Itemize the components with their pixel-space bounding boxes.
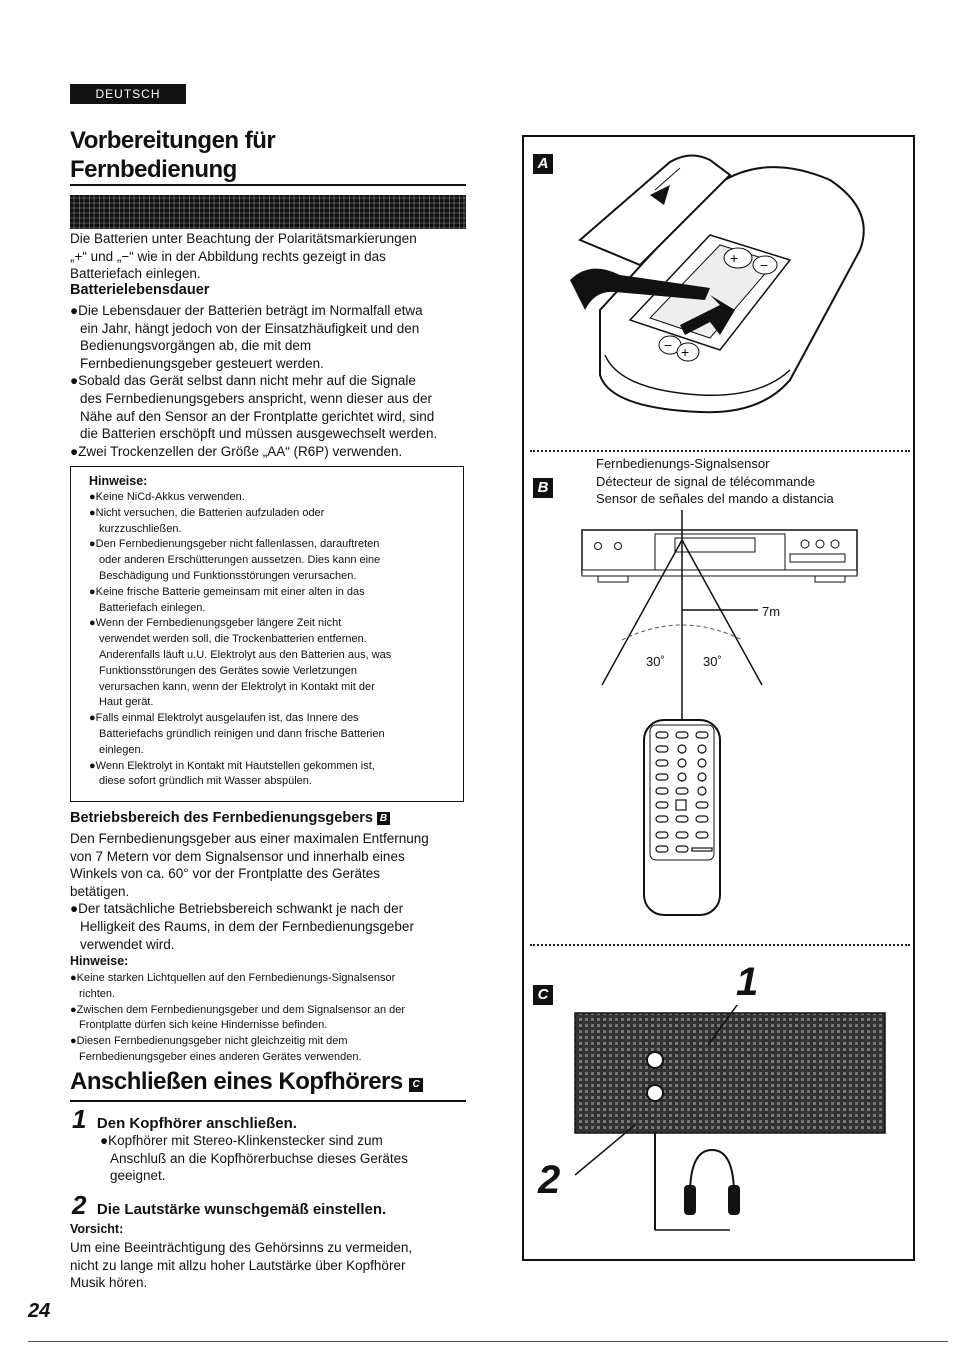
hint-item — [89, 616, 453, 711]
range-body-line: betätigen. — [70, 883, 130, 899]
range-hint-item — [70, 1034, 470, 1066]
battery-life-bullet-line: die Batterien erschöpft und müssen ausgewechselt werden. — [80, 426, 438, 442]
sensor-caption — [596, 455, 896, 508]
step-1 — [72, 1104, 472, 1135]
svg-text:+: + — [681, 344, 690, 360]
sensor-caption-line: Détecteur de signal de télécommande — [596, 473, 815, 489]
hint-item-line: einlegen. — [99, 743, 144, 756]
figure-ref-c-icon: C — [409, 1078, 423, 1092]
hint-item — [89, 585, 453, 617]
range-hint-item-line: ●Keine starken Lichtquellen auf den Fernbedienungs-Signalsensor — [70, 972, 396, 984]
decorative-pattern-bar — [70, 195, 466, 229]
headphone-connection-illustration — [560, 1005, 895, 1240]
step-1-title: Den Kopfhörer anschließen. — [96, 1115, 297, 1132]
svg-text:+: + — [730, 250, 739, 266]
hint-item-line: ●Keine frische Batterie gemeinsam mit einer alten in das — [89, 585, 365, 598]
hint-item-line: ●Den Fernbedienungsgeber nicht fallenlassen, darauftreten — [89, 538, 380, 551]
figure-ref-b-icon: B — [377, 812, 390, 825]
battery-life-bullet-line: ●Sobald das Gerät selbst dann nicht mehr auf die Signale — [70, 373, 416, 389]
caution-line: nicht zu lange mit allzu hoher Lautstärke über Kopfhörer — [70, 1257, 406, 1273]
angle-right-label: 30˚ — [703, 654, 722, 669]
hint-item-line: ●Nicht versuchen, die Batterien aufzuladen oder — [89, 506, 325, 519]
figure-step-marker-2: 2 — [538, 1158, 561, 1202]
headphones-title-underline — [70, 1100, 466, 1102]
operating-range-diagram — [580, 510, 890, 920]
hint-item-line: oder anderen Erschütterungen aussetzen. Dies kann eine — [99, 554, 381, 567]
caution-line: Um eine Beeinträchtigung des Gehörsinns zu vermeiden, — [70, 1240, 413, 1255]
hint-item-line: Funktionsstörungen des Gerätes sowie Verletzungen — [99, 664, 358, 677]
hint-item — [89, 759, 453, 791]
hint-item-line: ●Keine NiCd-Akkus verwenden. — [89, 491, 245, 503]
step-1-line: geeignet. — [110, 1168, 166, 1184]
battery-life-bullet-line: Nähe auf den Sensor an der Frontplatte gerichtet wird, sind — [80, 408, 435, 424]
range-hints-list — [70, 971, 470, 1066]
range-hint-item-line: richten. — [79, 987, 116, 1000]
intro-line: Die Batterien unter Beachtung der Polaritätsmarkierungen — [70, 231, 417, 246]
hints-heading: Hinweise: — [89, 474, 148, 488]
range-bullet-line: Helligkeit des Raums, in dem der Fernbedienungsgeber — [80, 918, 414, 934]
hint-item-line: verursachen kann, wenn der Elektrolyt in Kontakt mit der — [99, 680, 375, 693]
battery-life-bullet-line: ●Die Lebensdauer der Batterien beträgt im Normalfall etwa — [70, 303, 423, 318]
hint-item-line: Anderenfalls läuft u.U. Elektrolyt aus den Batterien aus, was — [99, 648, 392, 661]
range-hint-item-line: ●Diesen Fernbedienungsgeber nicht gleichzeitig mit dem — [70, 1035, 348, 1048]
range-hints-heading: Hinweise: — [70, 954, 129, 968]
hint-item-line: Beschädigung und Funktionsstörungen verursachen. — [99, 569, 357, 582]
section-title-remote-prep — [70, 126, 470, 184]
hints-box — [70, 466, 464, 802]
svg-text:−: − — [760, 257, 769, 273]
step-1-line: Anschluß an die Kopfhörerbuchse dieses Gerätes — [110, 1150, 408, 1166]
bottom-rule — [28, 1341, 948, 1342]
angle-left-label: 30˚ — [646, 654, 665, 669]
range-heading — [70, 810, 470, 826]
battery-life-heading: Batterielebensdauer — [70, 282, 210, 298]
sensor-caption-line: Sensor de señales del mando a distancia — [596, 491, 834, 506]
title-underline — [70, 184, 466, 186]
hint-item-line: ●Wenn der Fernbedienungsgeber längere Zeit nicht — [89, 617, 342, 630]
section-title-headphones — [70, 1068, 470, 1096]
figure-step-marker-1: 1 — [736, 960, 759, 1004]
figure-label-b: B — [533, 478, 553, 498]
range-hint-item — [70, 1003, 470, 1035]
range-hint-item-line: ●Zwischen dem Fernbedienungsgeber und dem Signalsensor an der — [70, 1003, 406, 1016]
title-line-1: Vorbereitungen für — [70, 127, 276, 154]
caution-line: Musik hören. — [70, 1275, 148, 1291]
battery-life-bullet-line: Fernbedienungsgeber gesteuert werden. — [80, 355, 324, 371]
step-1-number: 1 — [72, 1104, 87, 1134]
range-hint-item-line: Fernbedienungsgeber eines anderen Gerätes verwenden. — [79, 1050, 362, 1063]
battery-life-bullet — [70, 302, 470, 372]
step-2 — [72, 1190, 492, 1221]
step-1-line: ●Kopfhörer mit Stereo-Klinkenstecker sind zum — [100, 1133, 383, 1148]
range-bullet-line: ●Der tatsächliche Betriebsbereich schwankt je nach der — [70, 901, 404, 917]
step-2-title: Die Lautstärke wunschgemäß einstellen. — [96, 1201, 387, 1218]
intro-paragraph — [70, 230, 470, 283]
range-heading-text: Betriebsbereich des Fernbedienungsgebers — [70, 810, 373, 826]
range-body — [70, 830, 470, 953]
step-1-text — [100, 1132, 470, 1185]
hint-item — [89, 506, 453, 538]
range-hint-item — [70, 971, 470, 1003]
battery-life-list — [70, 302, 470, 460]
hint-item-line: kurzzuschließen. — [99, 522, 182, 535]
range-hint-item-line: Frontplatte dürfen sich keine Hindernisse befinden. — [79, 1019, 328, 1032]
hint-item-line: Batteriefach einlegen. — [99, 601, 206, 614]
step-2-number: 2 — [72, 1190, 87, 1220]
hints-list — [89, 490, 453, 790]
page-number: 24 — [28, 1300, 51, 1322]
sensor-caption-line: Fernbedienungs-Signalsensor — [596, 456, 770, 471]
hint-item-line: ●Wenn Elektrolyt in Kontakt mit Hautstellen gekommen ist, — [89, 759, 375, 772]
intro-line: „+“ und „−“ wie in der Abbildung rechts gezeigt in das — [70, 248, 386, 264]
svg-text:−: − — [664, 337, 673, 353]
caution-heading: Vorsicht: — [70, 1222, 124, 1236]
hint-item-line: verwendet werden soll, die Trockenbatterien entfernen. — [99, 633, 367, 646]
distance-label: 7m — [762, 604, 781, 619]
intro-line: Batteriefach einlegen. — [70, 266, 201, 282]
range-bullet-line: verwendet wird. — [80, 936, 175, 952]
hint-item — [89, 711, 453, 758]
battery-insertion-illustration — [560, 150, 890, 425]
figure-divider-2 — [530, 944, 910, 946]
hint-item — [89, 490, 453, 506]
hint-item-line: Batteriefachs gründlich reinigen und dann frische Batterien — [99, 727, 385, 740]
range-body-line: Winkels von ca. 60° vor der Frontplatte des Gerätes — [70, 866, 381, 882]
headphones-title-text: Anschließen eines Kopfhörers — [70, 1068, 403, 1095]
title-line-2: Fernbedienung — [70, 156, 237, 183]
battery-life-bullet-line: ein Jahr, hängt jedoch von der Einsatzhäufigkeit und den — [80, 320, 420, 336]
battery-life-bullet-line: ●Zwei Trockenzellen der Größe „AA“ (R6P) verwenden. — [70, 443, 403, 459]
range-body-line: Den Fernbedienungsgeber aus einer maximalen Entfernung — [70, 831, 429, 846]
figure-label-c: C — [533, 985, 553, 1005]
battery-life-bullet — [70, 372, 470, 442]
battery-life-bullet — [70, 443, 470, 461]
battery-life-bullet-line: des Fernbedienungsgebers anspricht, wenn dieser aus der — [80, 390, 432, 406]
hint-item — [89, 537, 453, 584]
caution-text — [70, 1239, 470, 1292]
figure-divider-1 — [530, 450, 910, 452]
hint-item-line: Haut gerät. — [99, 696, 154, 709]
hint-item-line: ●Falls einmal Elektrolyt ausgelaufen ist, das Innere des — [89, 712, 359, 725]
figure-label-a: A — [533, 154, 553, 174]
range-body-line: von 7 Metern vor dem Signalsensor und innerhalb eines — [70, 848, 405, 864]
battery-life-bullet-line: Bedienungsvorgängen ab, die mit dem — [80, 338, 312, 354]
hint-item-line: diese sofort gründlich mit Wasser abspülen. — [99, 775, 312, 788]
language-tag: DEUTSCH — [70, 84, 186, 104]
